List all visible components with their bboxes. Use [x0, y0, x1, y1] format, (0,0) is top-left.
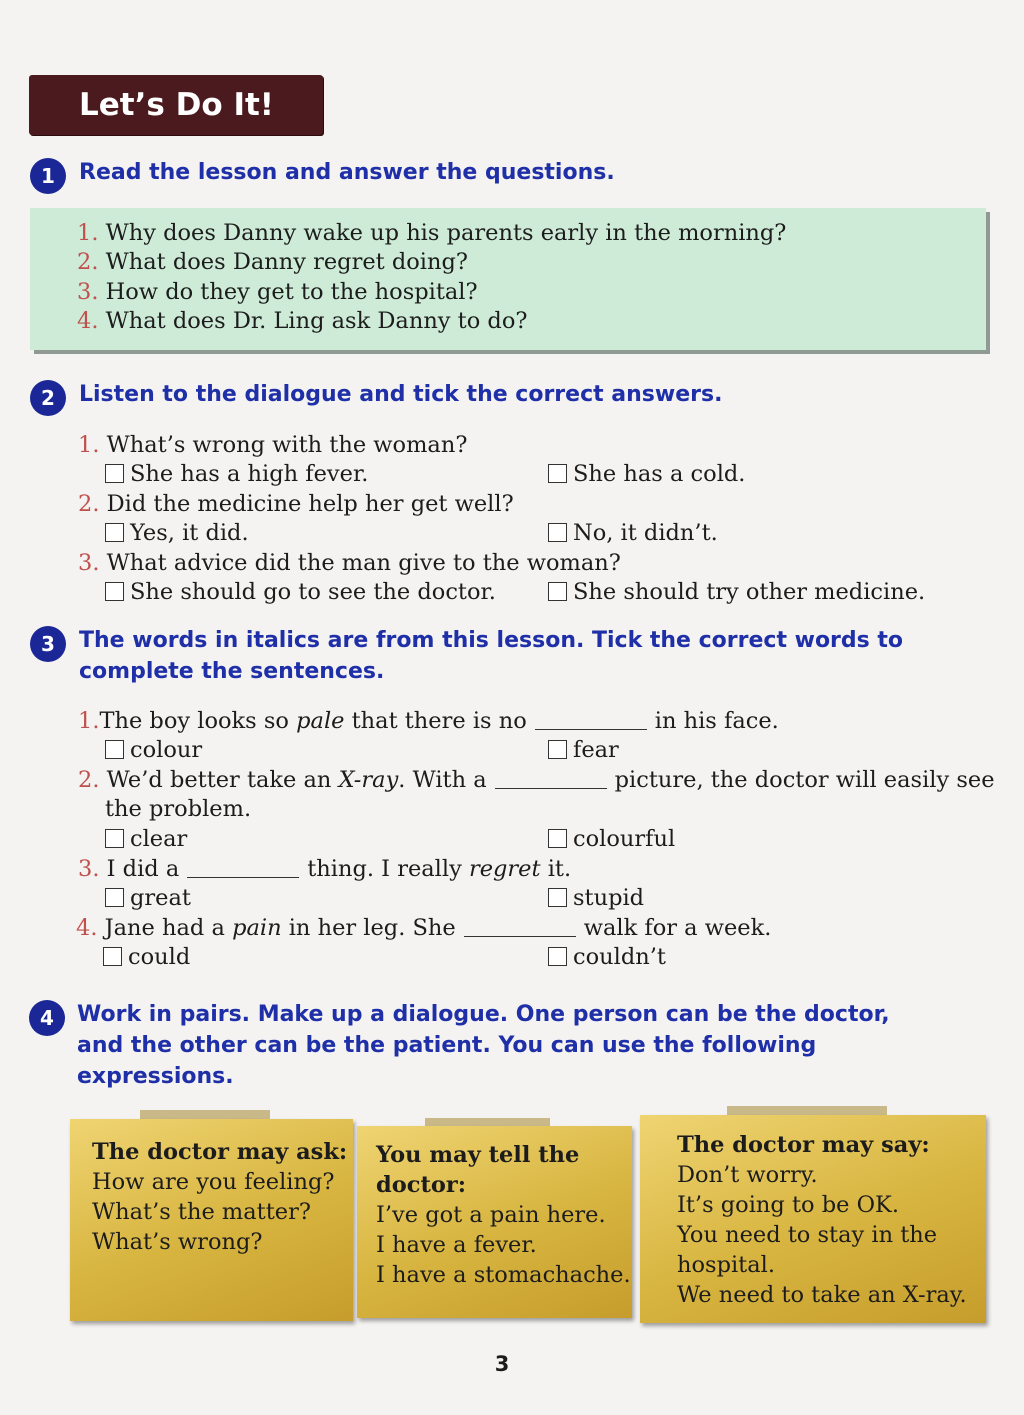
expression-note-doctor-say [640, 1115, 986, 1323]
checkbox[interactable] [105, 740, 124, 759]
question-item: 4. What does Dr. Ling ask Danny to do? [77, 308, 528, 334]
note-title: The doctor may ask: [92, 1139, 348, 1165]
checkbox[interactable] [105, 464, 124, 483]
note-title: You may tell the [376, 1142, 580, 1168]
note-line: I have a fever. [376, 1232, 537, 1258]
section-3-number: 3 [30, 626, 66, 662]
note-line: What’s wrong? [92, 1229, 263, 1255]
section-2-number: 2 [30, 380, 66, 416]
option-b[interactable]: She has a cold. [548, 460, 745, 489]
option-b[interactable]: couldn’t [548, 943, 666, 972]
question-item: 1. Why does Danny wake up his parents early in the morning? [77, 220, 787, 246]
section-1-number: 1 [30, 158, 66, 194]
answer-blank [464, 916, 576, 937]
listening-question: 3. What advice did the man give to the woman? [78, 550, 621, 576]
section-4-title-line: expressions. [77, 1064, 234, 1089]
option-b[interactable]: fear [548, 736, 619, 765]
checkbox[interactable] [548, 888, 567, 907]
checkbox[interactable] [105, 523, 124, 542]
option-a[interactable]: colour [105, 736, 202, 765]
section-2-heading [30, 379, 722, 410]
section-2-title: Listen to the dialogue and tick the correct answers. [79, 382, 723, 407]
option-a[interactable]: could [103, 943, 190, 972]
checkbox[interactable] [548, 740, 567, 759]
section-4-title-line: and the other can be the patient. You can use the following [77, 1033, 817, 1058]
listening-question: 1. What’s wrong with the woman? [78, 432, 468, 458]
sentence-1: 1.The boy looks so pale that there is no in his face. [78, 708, 779, 734]
note-line: How are you feeling? [92, 1169, 335, 1195]
answer-blank [187, 857, 299, 878]
checkbox[interactable] [548, 947, 567, 966]
section-3-heading [30, 625, 903, 687]
option-b[interactable]: No, it didn’t. [548, 519, 718, 548]
note-line: I’ve got a pain here. [376, 1202, 606, 1228]
answer-blank [495, 768, 607, 789]
option-b[interactable]: colourful [548, 825, 675, 854]
note-line: We need to take an X-ray. [677, 1282, 967, 1308]
questions-box [30, 208, 986, 350]
note-line: What’s the matter? [92, 1199, 311, 1225]
note-title: The doctor may say: [677, 1132, 930, 1158]
checkbox[interactable] [548, 464, 567, 483]
checkbox[interactable] [548, 582, 567, 601]
checkbox[interactable] [105, 582, 124, 601]
answer-blank [535, 709, 647, 730]
note-line: hospital. [677, 1252, 775, 1278]
section-3-title-line: The words in italics are from this lesson. Tick the correct words to [79, 628, 904, 653]
section-1-title: Read the lesson and answer the questions. [79, 160, 615, 185]
sentence-3: 3. I did a thing. I really regret it. [78, 856, 572, 882]
section-banner: Let’s Do It! [29, 75, 323, 135]
note-line: You need to stay in the [677, 1222, 938, 1248]
checkbox[interactable] [548, 523, 567, 542]
note-line: I have a stomachache. [376, 1262, 631, 1288]
listening-question: 2. Did the medicine help her get well? [78, 491, 514, 517]
section-4-title-line: Work in pairs. Make up a dialogue. One person can be the doctor, [77, 1002, 890, 1027]
expression-note-patient [357, 1126, 632, 1318]
sentence-2: 2. We’d better take an X-ray. With a picture, the doctor will easily see [78, 767, 995, 793]
checkbox[interactable] [548, 829, 567, 848]
section-4-number: 4 [29, 1000, 65, 1036]
note-title: doctor: [376, 1172, 466, 1198]
section-1-heading [30, 157, 615, 188]
checkbox[interactable] [105, 888, 124, 907]
note-line: Don’t worry. [677, 1162, 818, 1188]
sentence-4: 4. Jane had a pain in her leg. She walk for a week. [76, 915, 772, 941]
option-a[interactable]: clear [105, 825, 187, 854]
section-3-title-line: complete the sentences. [79, 659, 385, 684]
question-item: 3. How do they get to the hospital? [77, 279, 478, 305]
checkbox[interactable] [105, 829, 124, 848]
section-4-heading [29, 999, 890, 1092]
expression-note-doctor-ask [70, 1119, 353, 1321]
question-item: 2. What does Danny regret doing? [77, 249, 468, 275]
option-a[interactable]: Yes, it did. [105, 519, 249, 548]
option-a[interactable]: She should go to see the doctor. [105, 578, 496, 607]
checkbox[interactable] [103, 947, 122, 966]
page-number: 3 [494, 1352, 510, 1376]
option-b[interactable]: stupid [548, 884, 644, 913]
option-b[interactable]: She should try other medicine. [548, 578, 925, 607]
sentence-2-continuation: the problem. [105, 796, 252, 822]
option-a[interactable]: great [105, 884, 191, 913]
note-line: It’s going to be OK. [677, 1192, 899, 1218]
option-a[interactable]: She has a high fever. [105, 460, 368, 489]
